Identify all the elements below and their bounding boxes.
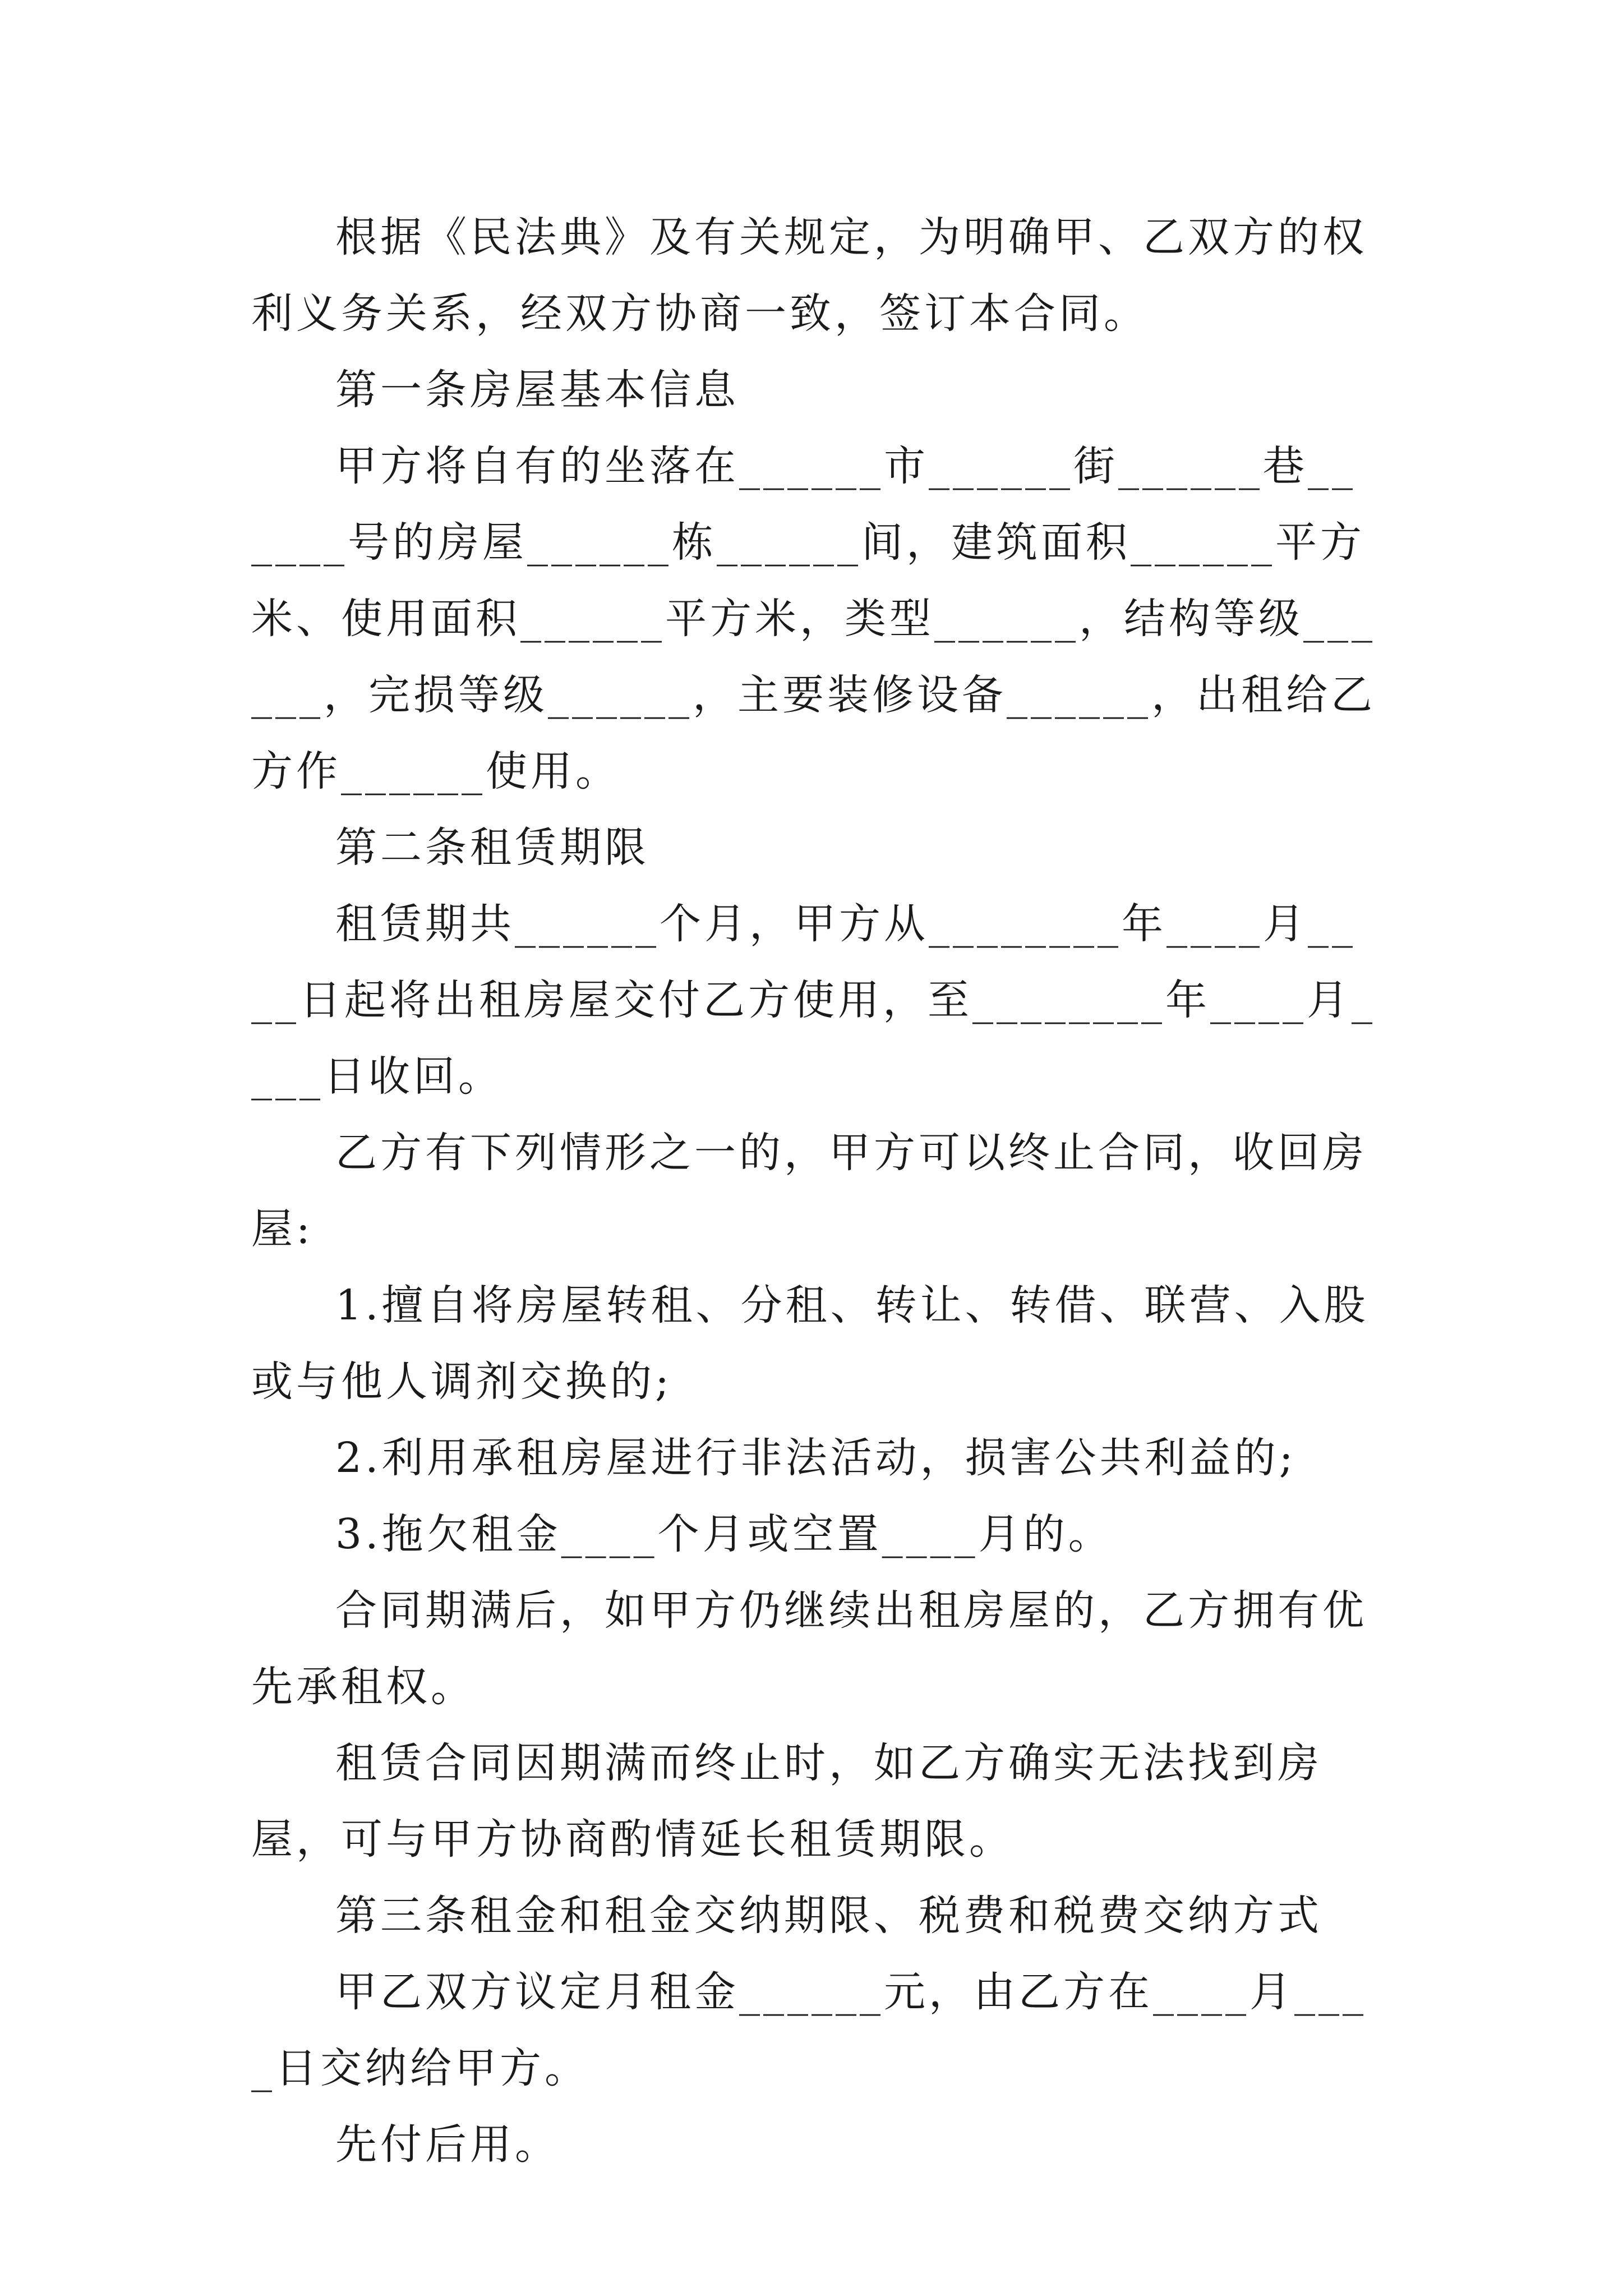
list-item-1: 1.擅自将房屋转租、分租、转让、转借、联营、入股或与他人调剂交换的; <box>251 1281 1369 1406</box>
paragraph-rent: 甲乙双方议定月租金______元，由乙方在____月____日交纳给甲方。 <box>251 1968 1367 2092</box>
heading-article-1: 第一条房屋基本信息 <box>335 366 739 414</box>
heading-article-3: 第三条租金和租金交纳期限、税费和税费交纳方式 <box>335 1892 1322 1940</box>
paragraph-house-info: 甲方将自有的坐落在______市______街______巷______号的房屋______栋______间，建筑面积______平方米、使用面积______平方米，类型______，结构等级______，完损等级______，主要装修设备______，出租给乙方作______使用。 <box>251 442 1376 795</box>
heading-article-2: 第二条租赁期限 <box>335 823 649 872</box>
paragraph-termination-intro: 乙方有下列情形之一的，甲方可以终止合同，收回房屋: <box>251 1129 1367 1253</box>
paragraph-prepay: 先付后用。 <box>335 2120 560 2169</box>
paragraph-priority-renewal: 合同期满后，如甲方仍继续出租房屋的，乙方拥有优先承租权。 <box>251 1586 1367 1711</box>
document-body <box>251 199 1378 2183</box>
paragraph-extension: 租赁合同因期满而终止时，如乙方确实无法找到房屋，可与甲方协商酌情延长租赁期限。 <box>251 1739 1322 1864</box>
list-item-3: 3.拖欠租金____个月或空置____月的。 <box>335 1510 1113 1558</box>
paragraph-preamble: 根据《民法典》及有关规定，为明确甲、乙双方的权利义务关系，经双方协商一致，签订本合同。 <box>251 213 1367 338</box>
list-item-2: 2.利用承租房屋进行非法活动，损害公共利益的; <box>335 1434 1297 1482</box>
paragraph-lease-term: 租赁期共______个月，甲方从________年____月____日起将出租房屋交付乙方使用，至________年____月____日收回。 <box>251 900 1376 1101</box>
